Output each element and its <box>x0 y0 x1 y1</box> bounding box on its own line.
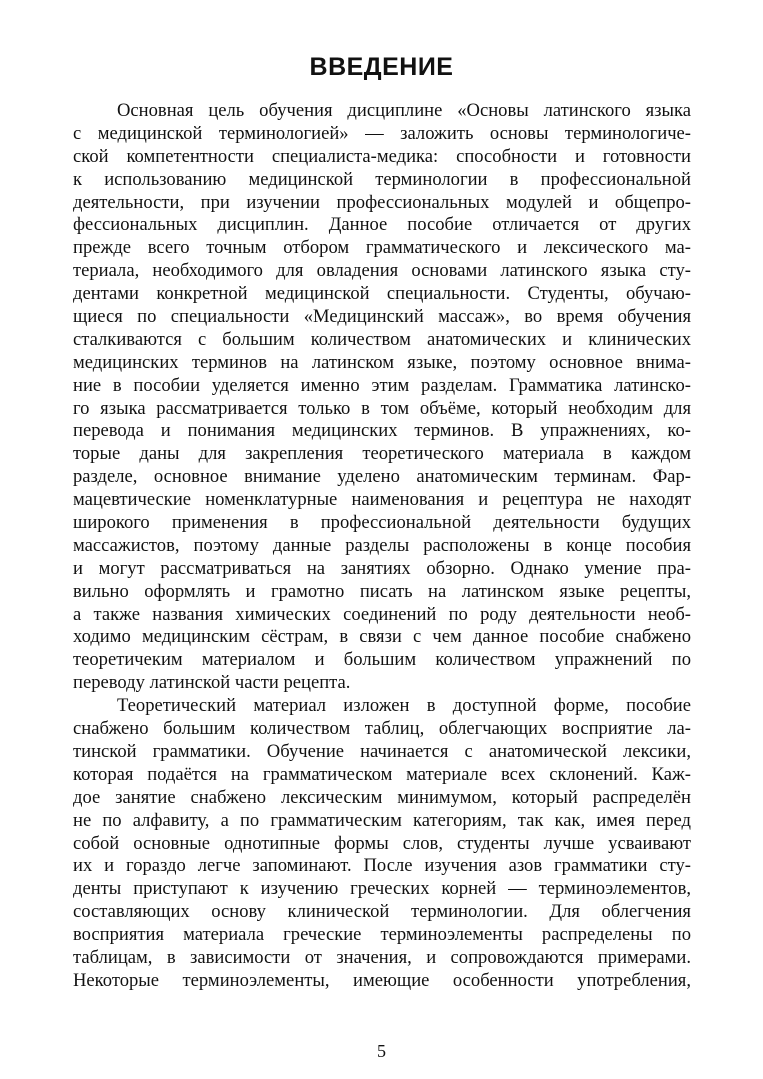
text-line: их и гораздо легче запоминают. После изучения азов грамматики сту- <box>73 855 691 877</box>
paragraph-2 <box>73 695 691 993</box>
text-line: широкого применения в профессиональной деятельности будущих <box>73 512 691 534</box>
text-line: торые даны для закрепления теоретического материала в каждом <box>73 443 691 465</box>
text-line: и могут рассматриваться на занятиях обзорно. Однако умение пра- <box>73 557 691 579</box>
text-line: дентами конкретной медицинской специальности. Студенты, обучаю- <box>73 283 691 305</box>
text-line: перевода и понимания медицинских терминов. В упражнениях, ко- <box>73 420 691 442</box>
text-line: массажистов, поэтому данные разделы расположены в конце пособия <box>73 534 691 556</box>
text-line: снабжено большим количеством таблиц, облегчающих восприятие ла- <box>73 718 691 740</box>
text-line: к использованию медицинской терминологии в профессиональной <box>73 168 691 190</box>
text-line: восприятия материала греческие терминоэлементы распределены по <box>73 924 691 946</box>
text-line: собой основные однотипные формы слов, студенты лучше усваивают <box>73 832 691 854</box>
page-title: ВВЕДЕНИЕ <box>309 53 454 81</box>
text-line: териала, необходимого для овладения основами латинского языка сту- <box>73 260 691 282</box>
text-line: теоретичеким материалом и большим количеством упражнений по <box>73 649 691 671</box>
text-line: щиеся по специальности «Медицинский массаж», во время обучения <box>73 306 691 328</box>
text-line: ходимо медицинским сёстрам, в связи с чем данное пособие снабжено <box>73 626 691 648</box>
text-line: а также названия химических соединений по роду деятельности необ- <box>73 603 691 625</box>
text-line: ской компетентности специалиста-медика: способности и готовности <box>73 145 691 167</box>
text-line: медицинских терминов на латинском языке, поэтому основное внима- <box>73 351 691 373</box>
text-line: Теоретический материал изложен в доступной форме, пособие <box>117 695 691 717</box>
text-line: разделе, основное внимание уделено анатомическим терминам. Фар- <box>73 466 691 488</box>
text-line: не по алфавиту, а по грамматическим категориям, так как, имея перед <box>73 809 691 831</box>
page-number: 5 <box>377 1041 386 1061</box>
text-line: вильно оформлять и грамотно писать на латинском языке рецепты, <box>73 580 691 602</box>
text-line: составляющих основу клинической терминологии. Для облегчения <box>73 901 691 923</box>
body-text <box>73 100 691 993</box>
text-line: дое занятие снабжено лексическим минимумом, который распределён <box>73 786 691 808</box>
text-line: го языка рассматривается только в том объёме, который необходим для <box>73 397 691 419</box>
text-line: Основная цель обучения дисциплине «Основы латинского языка <box>117 100 691 121</box>
text-line: ние в пособии уделяется именно этим разделам. Грамматика латинско- <box>73 374 691 396</box>
text-line: фессиональных дисциплин. Данное пособие отличается от других <box>73 214 691 236</box>
text-line: деятельности, при изучении профессиональных модулей и общепро- <box>73 191 691 213</box>
text-line: сталкиваются с большим количеством анатомических и клинических <box>73 328 691 350</box>
text-line: с медицинской терминологией» — заложить основы терминологиче- <box>73 122 691 144</box>
text-line: таблицам, в зависимости от значения, и сопровождаются примерами. <box>73 946 691 968</box>
text-line: прежде всего точным отбором грамматического и лексического ма- <box>73 237 691 259</box>
paragraph-1 <box>73 100 691 695</box>
text-line: которая подаётся на грамматическом материале всех склонений. Каж- <box>73 763 691 785</box>
text-line: мацевтические номенклатурные наименования и рецептура не находят <box>73 489 691 511</box>
text-line: тинской грамматики. Обучение начинается с анатомической лексики, <box>73 740 691 762</box>
text-line: денты приступают к изучению греческих корней — терминоэлементов, <box>73 878 691 900</box>
text-line: переводу латинской части рецепта. <box>73 672 351 694</box>
text-line: Некоторые терминоэлементы, имеющие особенности употребления, <box>73 969 691 991</box>
